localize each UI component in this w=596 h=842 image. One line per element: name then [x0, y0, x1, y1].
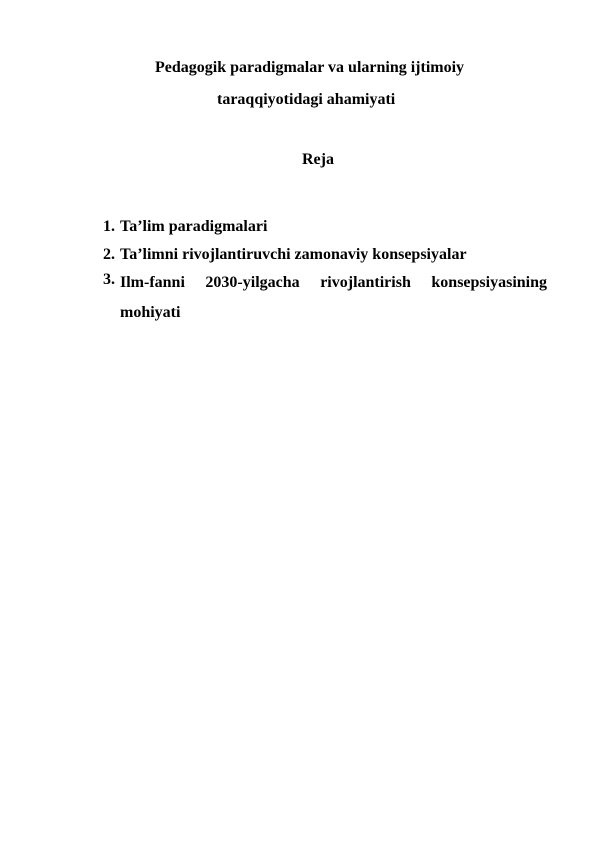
- plan-heading: Reja: [302, 151, 334, 168]
- document-title-line-1: Pedagogik paradigmalar va ularning ijtimoiy: [155, 59, 465, 76]
- plan-item-number: 2.: [103, 246, 115, 263]
- document-title-line-2: taraqqiyotidagi ahamiyati: [217, 91, 396, 108]
- plan-item-text: Ilm-fanni 2030-yilgacha rivojlantirish konsepsiyasining mohiyati: [120, 274, 547, 321]
- plan-item-text: Ta’limni rivojlantiruvchi zamonaviy konsepsiyalar: [120, 246, 467, 263]
- plan-item-text: Ta’lim paradigmalari: [120, 218, 268, 235]
- plan-item-number: 1.: [103, 218, 115, 235]
- plan-item-number: 3.: [103, 271, 115, 288]
- plan-item: [103, 243, 547, 267]
- plan-item: [103, 215, 547, 239]
- plan-item: [103, 268, 547, 328]
- plan-list: [103, 215, 547, 332]
